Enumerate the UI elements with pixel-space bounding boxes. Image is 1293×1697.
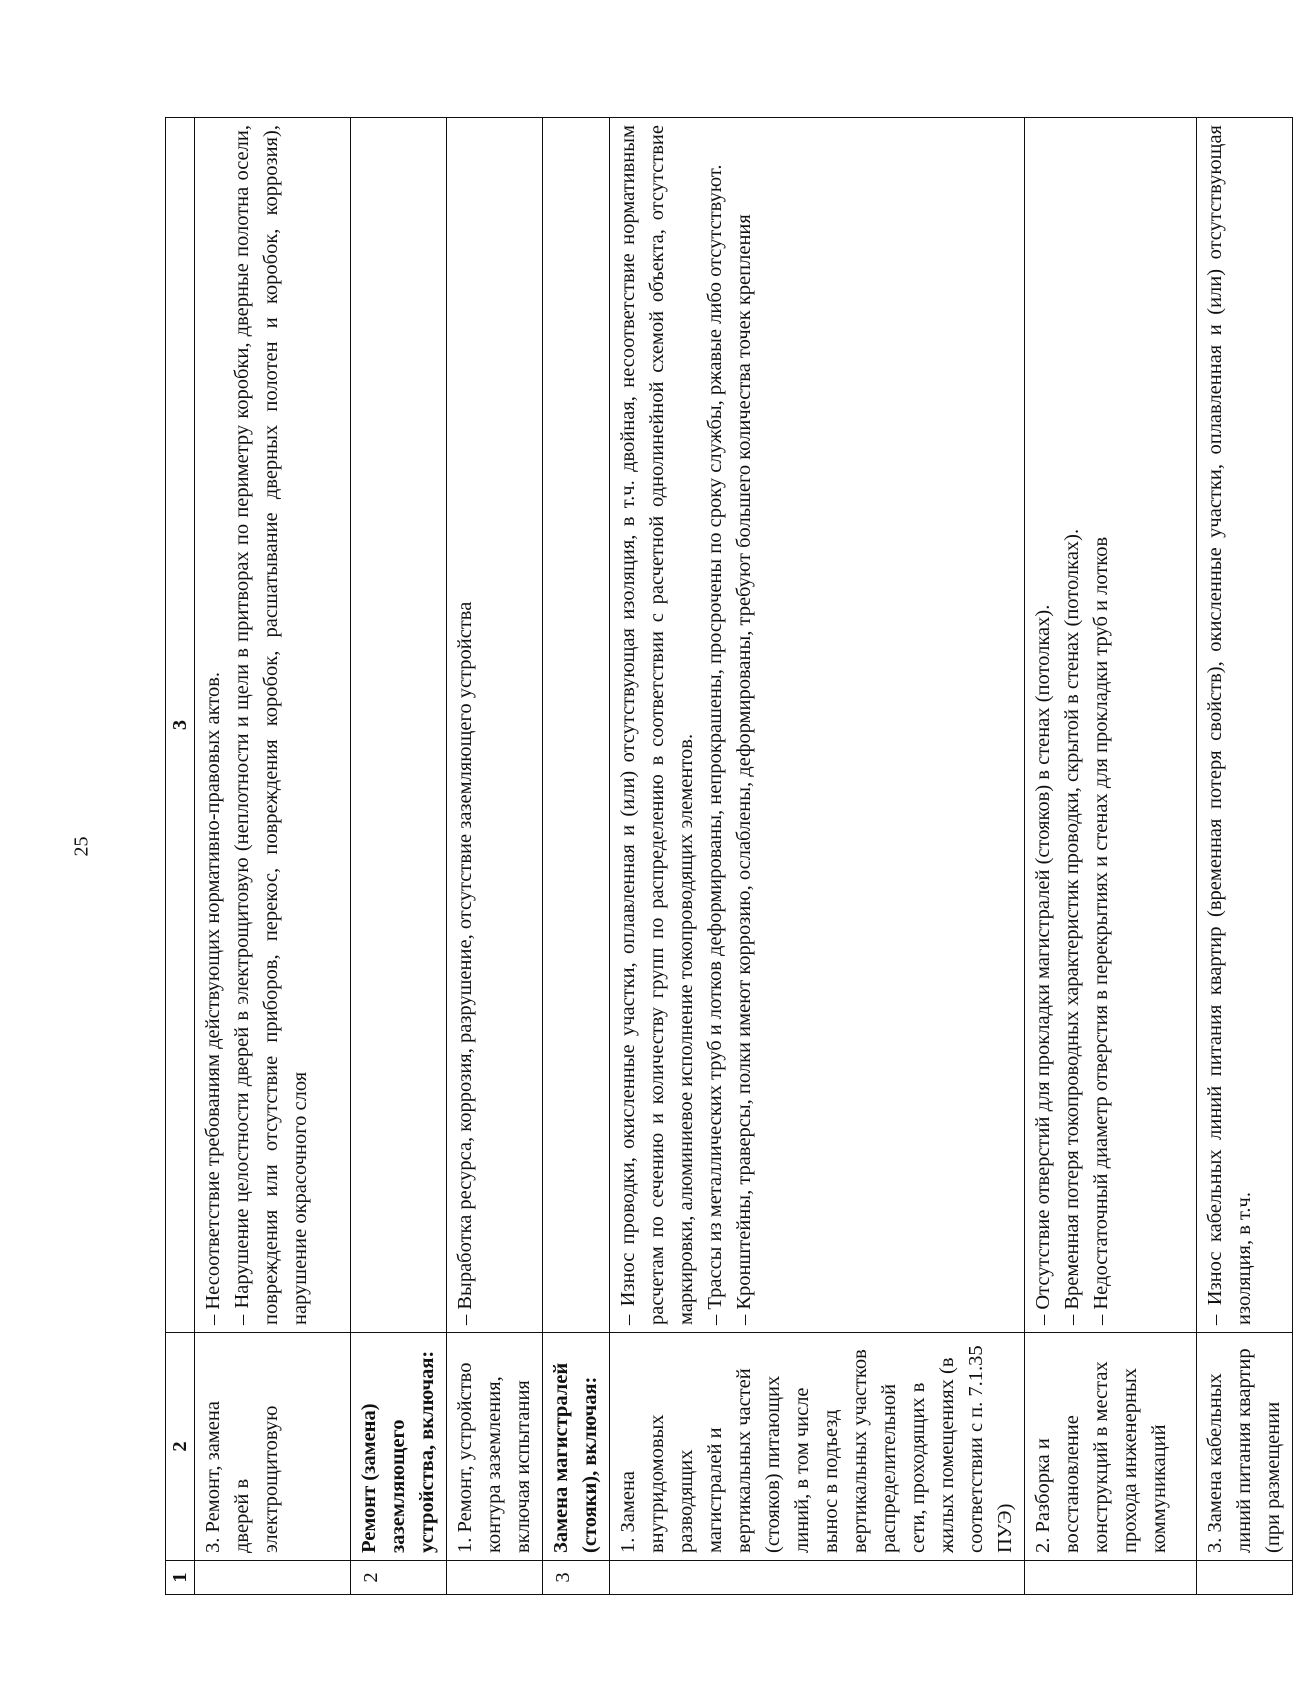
table-row bbox=[610, 118, 1025, 1595]
header-col-2: 2 bbox=[166, 1333, 195, 1561]
row-number bbox=[195, 1561, 351, 1595]
defects-cell bbox=[351, 118, 447, 1333]
row-number bbox=[1025, 1561, 1197, 1595]
row-number bbox=[447, 1561, 543, 1595]
defect-item: – Отсутствие отверстий для прокладки магистралей (стояков) в стенах (потолках). bbox=[1032, 604, 1054, 1325]
works-table bbox=[165, 117, 1293, 1595]
defect-item: – Кронштейны, траверсы, полки имеют коррозию, ослаблены, деформированы, требуют большего количества точек крепления bbox=[733, 214, 755, 1325]
table-row bbox=[447, 118, 543, 1595]
defects-cell bbox=[610, 118, 1025, 1333]
row-number: 2 bbox=[351, 1561, 447, 1595]
section-title-cell: Замена магистралей (стояки), включая: bbox=[543, 1333, 610, 1561]
row-number: 3 bbox=[543, 1561, 610, 1595]
rotated-table-container bbox=[165, 117, 1284, 1595]
header-col-3: 3 bbox=[166, 118, 195, 1333]
header-col-1: 1 bbox=[166, 1561, 195, 1595]
defects-cell bbox=[1197, 118, 1293, 1333]
work-cell: 3. Замена кабельных линий питания квартир (при размещении bbox=[1197, 1333, 1293, 1561]
defect-item: – Износ кабельных линий питания квартир (временная потеря свойств), окисленные участки, оплавленная и (или) отсутствующая изоляция, в т.ч. bbox=[1204, 125, 1255, 1325]
defects-cell bbox=[543, 118, 610, 1333]
table-row bbox=[195, 118, 351, 1595]
row-number bbox=[610, 1561, 1025, 1595]
page-number: 25 bbox=[70, 836, 93, 857]
defects-cell bbox=[1025, 118, 1197, 1333]
defect-item: – Трассы из металлических труб и лотков деформированы, непрокрашены, просрочены по сроку службы, ржавые либо отсутствуют. bbox=[704, 164, 726, 1325]
table-row bbox=[1025, 118, 1197, 1595]
defect-item: – Недостаточный диаметр отверстия в перекрытиях и стенах для прокладки труб и лотков bbox=[1090, 536, 1112, 1325]
table-header-row bbox=[166, 118, 195, 1595]
defects-cell bbox=[195, 118, 351, 1333]
defect-item: – Нарушение целостности дверей в электрощитовую (неплотности и щели в притворах по периметру коробки, дверные полотна осели, повреждения или отсутствие приборов, перекос, повреждения коробок, расшатывание дверных полотен и коробок, коррозия), нарушение окрасочного слоя bbox=[231, 125, 311, 1325]
work-cell: 2. Разборка и восстановление конструкций в местах прохода инженерных коммуникаций bbox=[1025, 1333, 1197, 1561]
defect-item: – Несоответствие требованиям действующих нормативно-правовых актов. bbox=[202, 671, 224, 1325]
defects-cell bbox=[447, 118, 543, 1333]
table-row bbox=[351, 118, 447, 1595]
table-row bbox=[543, 118, 610, 1595]
defect-item: – Временная потеря токопроводных характеристик проводки, скрытой в стенах (потолках). bbox=[1061, 528, 1083, 1325]
row-number bbox=[1197, 1561, 1293, 1595]
work-cell: 1. Ремонт, устройство контура заземления, включая испытания bbox=[447, 1333, 543, 1561]
work-cell: 1. Замена внутридомовых разводящих магистралей и вертикальных частей (стояков) питающих линий, в том числе вынос в подъезд вертикальных участков распределительной сети, проходящих в жилых помещениях (в соответствии с п. 7.1.35 ПУЭ) bbox=[610, 1333, 1025, 1561]
defect-item: – Износ проводки, окисленные участки, оплавленная и (или) отсутствующая изоляция, в т.ч. двойная, несоответствие нормативным расчетам по сечению и количеству групп по распределению в соответствии с расчетной однолинейной схемой объекта, отсутствие маркировки, алюминиевое исполнение токопроводящих элементов. bbox=[617, 125, 697, 1325]
section-title-cell: Ремонт (замена) заземляющего устройства, включая: bbox=[351, 1333, 447, 1561]
table-row bbox=[1197, 118, 1293, 1595]
defect-item: – Выработка ресурса, коррозия, разрушение, отсутствие заземляющего устройства bbox=[454, 601, 476, 1325]
work-cell: 3. Ремонт, замена дверей в электрощитовую bbox=[195, 1333, 351, 1561]
